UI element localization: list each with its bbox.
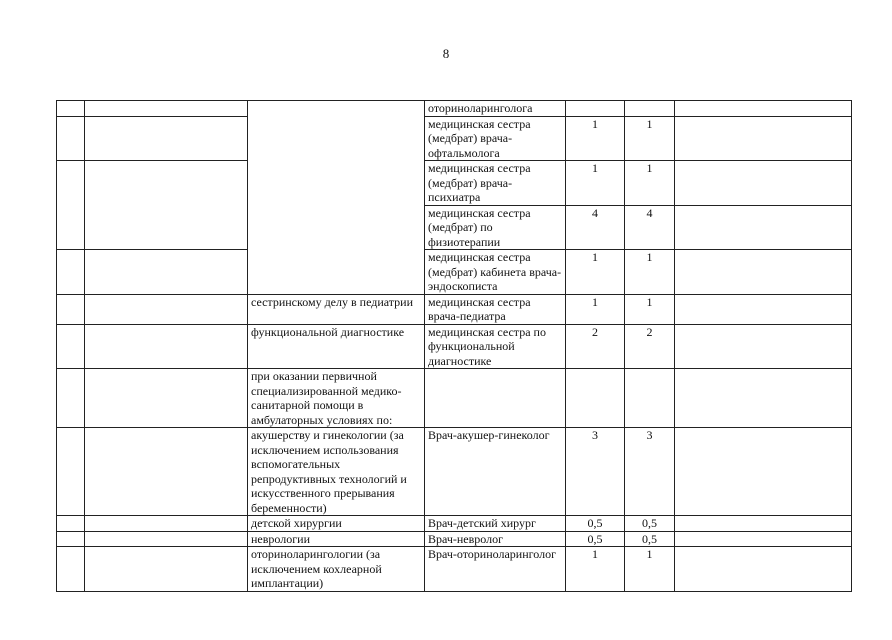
cell-position: Врач-невролог	[425, 531, 566, 547]
cell-position: медицинская сестра (медбрат) врача-психиатра	[425, 161, 566, 206]
cell-unit	[85, 116, 248, 161]
cell-note	[675, 428, 852, 516]
cell-unit	[85, 428, 248, 516]
cell-position: медицинская сестра врача-педиатра	[425, 294, 566, 324]
cell-count-b: 0,5	[625, 531, 675, 547]
cell-count-b: 3	[625, 428, 675, 516]
cell-no	[57, 324, 85, 369]
cell-count-b: 1	[625, 116, 675, 161]
cell-count-a: 1	[566, 294, 625, 324]
table-row	[57, 531, 852, 547]
cell-direction: функциональной диагностике	[248, 324, 425, 369]
cell-position: Врач-оториноларинголог	[425, 547, 566, 592]
cell-direction: сестринскому делу в педиатрии	[248, 294, 425, 324]
cell-count-a: 2	[566, 324, 625, 369]
cell-position: медицинская сестра по функциональной диагностике	[425, 324, 566, 369]
cell-count-a: 3	[566, 428, 625, 516]
cell-position: оториноларинголога	[425, 101, 566, 117]
cell-count-a	[566, 369, 625, 428]
cell-count-b: 4	[625, 205, 675, 250]
cell-direction: оториноларингологии (за исключением кохлеарной имплантации)	[248, 547, 425, 592]
cell-position: медицинская сестра (медбрат) по физиотерапии	[425, 205, 566, 250]
cell-position	[425, 369, 566, 428]
cell-count-b: 1	[625, 161, 675, 206]
cell-no	[57, 428, 85, 516]
cell-unit	[85, 547, 248, 592]
cell-position: медицинская сестра (медбрат) кабинета врача-эндоскописта	[425, 250, 566, 295]
cell-unit	[85, 250, 248, 295]
cell-note	[675, 250, 852, 295]
cell-direction: неврологии	[248, 531, 425, 547]
cell-count-b: 1	[625, 547, 675, 592]
table-row	[57, 294, 852, 324]
cell-count-b: 1	[625, 250, 675, 295]
cell-no	[57, 294, 85, 324]
cell-no	[57, 161, 85, 250]
cell-note	[675, 369, 852, 428]
table-row	[57, 250, 852, 295]
page-number: 8	[442, 46, 450, 61]
cell-count-b: 2	[625, 324, 675, 369]
cell-count-a: 1	[566, 547, 625, 592]
cell-note	[675, 205, 852, 250]
cell-no	[57, 531, 85, 547]
cell-no	[57, 547, 85, 592]
cell-no	[57, 516, 85, 532]
cell-direction: детской хирургии	[248, 516, 425, 532]
table-row	[57, 101, 852, 117]
cell-direction	[248, 101, 425, 295]
cell-no	[57, 250, 85, 295]
cell-count-b	[625, 369, 675, 428]
cell-direction: акушерству и гинекологии (за исключением использования вспомогательных репродуктивных технологий и искусственного прерывания беременности)	[248, 428, 425, 516]
cell-count-a: 0,5	[566, 531, 625, 547]
cell-count-a: 1	[566, 161, 625, 206]
cell-note	[675, 324, 852, 369]
cell-unit	[85, 101, 248, 117]
cell-no	[57, 369, 85, 428]
table-row	[57, 116, 852, 161]
table-row	[57, 547, 852, 592]
cell-note	[675, 516, 852, 532]
cell-unit	[85, 161, 248, 250]
cell-unit	[85, 294, 248, 324]
cell-note	[675, 101, 852, 117]
cell-note	[675, 161, 852, 206]
cell-unit	[85, 324, 248, 369]
cell-count-a: 0,5	[566, 516, 625, 532]
cell-note	[675, 294, 852, 324]
cell-position: Врач-детский хирург	[425, 516, 566, 532]
cell-unit	[85, 531, 248, 547]
cell-count-a: 1	[566, 116, 625, 161]
cell-count-a: 1	[566, 250, 625, 295]
table-row	[57, 324, 852, 369]
staffing-table	[56, 100, 852, 592]
table-row	[57, 369, 852, 428]
cell-position: медицинская сестра (медбрат) врача-офтальмолога	[425, 116, 566, 161]
table-row	[57, 161, 852, 206]
cell-position: Врач-акушер-гинеколог	[425, 428, 566, 516]
cell-note	[675, 547, 852, 592]
cell-count-b: 0,5	[625, 516, 675, 532]
cell-no	[57, 101, 85, 117]
cell-count-a	[566, 101, 625, 117]
cell-count-b	[625, 101, 675, 117]
cell-no	[57, 116, 85, 161]
cell-count-b: 1	[625, 294, 675, 324]
cell-unit	[85, 516, 248, 532]
cell-note	[675, 116, 852, 161]
cell-note	[675, 531, 852, 547]
cell-count-a: 4	[566, 205, 625, 250]
cell-direction: при оказании первичной специализированной медико-санитарной помощи в амбулаторных условиях по:	[248, 369, 425, 428]
cell-unit	[85, 369, 248, 428]
table-row	[57, 428, 852, 516]
table-row	[57, 516, 852, 532]
